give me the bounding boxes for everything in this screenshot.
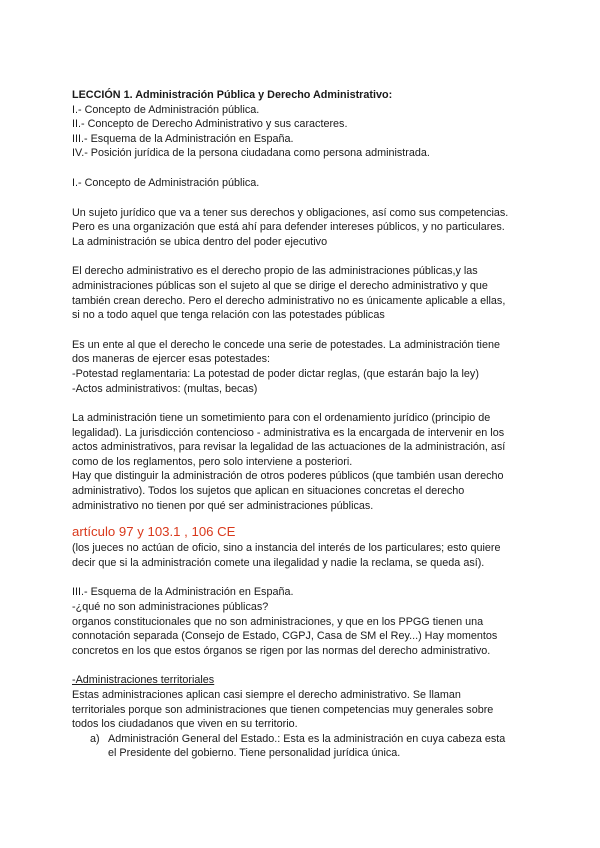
- paragraph-line: si no a todo aquel que tenga relación con las potestades públicas: [72, 309, 385, 322]
- paragraph-line: administrativo). Todos los sujetos que aplican en situaciones concretas el derecho: [72, 485, 465, 498]
- list-item-line: Administración General del Estado.: Esta es la administración en cuya cabeza esta: [108, 732, 506, 745]
- paragraph-line: Es un ente al que el derecho le concede una serie de potestades. La administración tiene: [72, 338, 500, 351]
- list-item-line: el Presidente del gobierno. Tiene personalidad jurídica única.: [108, 747, 401, 760]
- paragraph-line: (los jueces no actúan de oficio, sino a instancia del interés de los particulares; esto quiere: [72, 542, 501, 555]
- section-heading: III.- Esquema de la Administración en España.: [72, 586, 294, 599]
- toc-item: III.- Esquema de la Administración en España.: [72, 132, 294, 145]
- list-marker: a): [90, 732, 100, 745]
- paragraph-line: territoriales porque son administraciones que tienen competencias muy generales sobre: [72, 703, 494, 716]
- subheading: -Administraciones territoriales: [72, 674, 215, 687]
- toc-item: I.- Concepto de Administración pública.: [72, 103, 260, 116]
- paragraph-line: dos maneras de ejercer esas potestades:: [72, 353, 271, 366]
- paragraph-line: connotación separada (Consejo de Estado, CGPJ, Casa de SM el Rey...) Hay momentos: [72, 630, 498, 643]
- paragraph: [72, 338, 532, 396]
- paragraph-line: administrativo no tienen por qué ser administraciones públicas.: [72, 499, 374, 512]
- paragraph-line: La administración se ubica dentro del poder ejecutivo: [72, 235, 328, 248]
- paragraph-line: Hay que distinguir la administración de otros poderes públicos (que también usan derecho: [72, 470, 504, 483]
- paragraph-line: todos los ciudadanos que viven en su territorio.: [72, 718, 298, 731]
- paragraph: [72, 600, 532, 658]
- section-heading: I.- Concepto de Administración pública.: [72, 176, 260, 189]
- paragraph-line: actos administrativos, para revisar la legalidad de las actuaciones de la administración, así: [72, 441, 506, 454]
- paragraph-line: -Potestad reglamentaria: La potestad de poder dictar reglas, (que estarán bajo la ley): [72, 367, 479, 380]
- paragraph: [72, 206, 532, 250]
- paragraph-line: Pero es una organización que está ahí para defender intereses públicos, y no particulares.: [72, 221, 505, 234]
- paragraph: [72, 264, 532, 322]
- toc-item: IV.- Posición jurídica de la persona ciudadana como persona administrada.: [72, 147, 430, 160]
- paragraph-line: -¿qué no son administraciones públicas?: [72, 601, 269, 614]
- paragraph-line: decir que si la administración comete una ilegalidad y nadie la reclama, se queda así).: [72, 556, 485, 569]
- list-item: [72, 732, 532, 761]
- paragraph-line: como de los reglamentos, pero solo interviene a posteriori.: [72, 455, 353, 468]
- paragraph-line: administraciones públicas son el sujeto al que se dirige el derecho administrativo y que: [72, 279, 488, 292]
- paragraph: [72, 541, 532, 570]
- paragraph-line: Estas administraciones aplican casi siempre el derecho administrativo. Se llaman: [72, 689, 461, 701]
- paragraph-line: legalidad). La jurisdicción contencioso - administrativa es la encargada de intervenir en los: [72, 426, 505, 439]
- paragraph-line: organos constitucionales que no son administraciones, y que en los PPGG tienen una: [72, 615, 484, 628]
- paragraph-line: -Actos administrativos: (multas, becas): [72, 382, 258, 395]
- toc-item: II.- Concepto de Derecho Administrativo y sus caracteres.: [72, 118, 348, 131]
- paragraph-line: El derecho administrativo es el derecho propio de las administraciones públicas,y las: [72, 265, 478, 278]
- paragraph-line: concretos en los que estos órganos se rigen por las normas del derecho administrativo.: [72, 644, 491, 657]
- paragraph-line: también crean derecho. Pero el derecho administrativo no es únicamente aplicable a ellas,: [72, 294, 506, 307]
- article-reference: artículo 97 y 103.1 , 106 CE: [72, 524, 236, 540]
- lesson-title: LECCIÓN 1. Administración Pública y Derecho Administrativo:: [72, 89, 393, 101]
- paragraph-line: Un sujeto jurídico que va a tener sus derechos y obligaciones, así como sus competencias.: [72, 206, 509, 219]
- paragraph: [72, 688, 532, 732]
- document-page: [72, 88, 532, 761]
- paragraph-line: La administración tiene un sometimiento para con el ordenamiento jurídico (principio de: [72, 412, 491, 425]
- paragraph: [72, 411, 532, 513]
